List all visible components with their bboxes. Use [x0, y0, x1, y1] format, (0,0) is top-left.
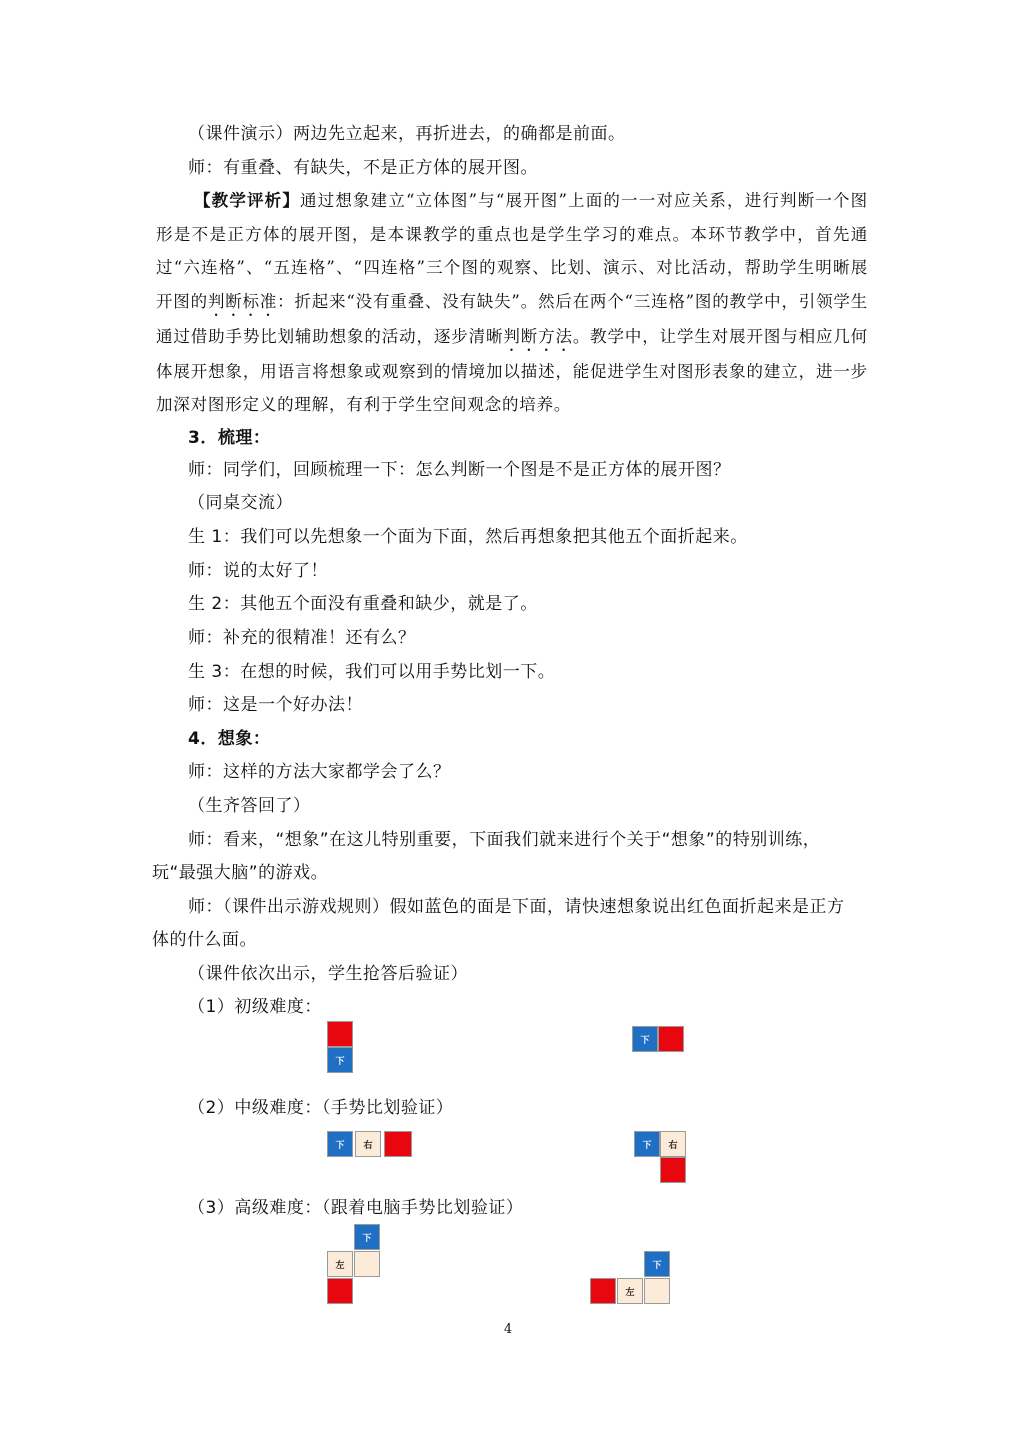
red-face: [327, 1278, 353, 1304]
red-face: [384, 1131, 412, 1157]
section-3-heading: 3．梳理：: [188, 428, 271, 448]
teacher-line: 师：说的太好了！: [188, 561, 328, 581]
teacher-line: 师：这样的方法大家都学会了么？: [188, 762, 451, 782]
level-3-label: （3）高级难度：（跟着电脑手势比划验证）: [188, 1198, 524, 1218]
level-2-label: （2）中级难度：（手势比划验证）: [188, 1098, 454, 1118]
note-line: （同桌交流）: [188, 493, 293, 513]
right-face: 右: [660, 1131, 686, 1157]
bottom-face: 下: [644, 1251, 670, 1277]
teacher-line-cont: 玩“最强大脑”的游戏。: [152, 863, 329, 883]
student-line: 生 1：我们可以先想象一个面为下面，然后再想象把其他五个面折起来。: [188, 527, 748, 547]
note-line: （生齐答回了）: [188, 796, 311, 816]
student-line: 生 3：在想的时候，我们可以用手势比划一下。: [188, 662, 556, 682]
teaching-evaluation: [156, 184, 868, 422]
teacher-line: 师：看来，“想象”在这儿特别重要，下面我们就来进行个关于“想象”的特别训练，: [188, 830, 821, 850]
teacher-line: 师：这是一个好办法！: [188, 695, 363, 715]
blank-face: [644, 1278, 670, 1304]
student-line: 生 2：其他五个面没有重叠和缺少，就是了。: [188, 594, 538, 614]
demo-line: （课件演示）两边先立起来，再折进去，的确都是前面。: [188, 124, 626, 144]
red-face: [590, 1278, 616, 1304]
note-line: （课件依次出示，学生抢答后验证）: [188, 964, 468, 984]
level-1-label: （1）初级难度：: [188, 997, 322, 1017]
teacher-line: 师：同学们，回顾梳理一下：怎么判断一个图是不是正方体的展开图？: [188, 460, 731, 480]
evaluation-tag: 【教学评析】: [194, 191, 300, 210]
evaluation-text-3: 。教学中，让学生对展开图与相应几何体展开想象，用语言将想象或观察到的情境加以描述，能促进学生对图形表象的建立，进一步加深对图形定义的理解，有利于学生空间观念的培养。: [156, 326, 868, 415]
bottom-face: 下: [327, 1131, 353, 1157]
teacher-line: 师：补充的很精准！还有么？: [188, 628, 416, 648]
section-4-heading: 4．想象：: [188, 729, 271, 749]
blank-face: [354, 1251, 380, 1277]
teacher-line: 师：有重叠、有缺失，不是正方体的展开图。: [188, 158, 538, 178]
evaluation-text-2: ：折起来“没有重叠、没有缺失”。然后在两个“三连格”图的教学中，引领学生通过借助手势比划辅助想象的活动，逐步清晰: [156, 291, 868, 346]
bottom-face: 下: [634, 1131, 660, 1157]
red-face: [660, 1157, 686, 1183]
evaluation-dotted-1: 判断标准: [207, 291, 278, 311]
page-number: 4: [503, 1322, 513, 1337]
bottom-face: 下: [327, 1047, 353, 1073]
teacher-line-cont: 体的什么面。: [152, 930, 257, 950]
red-face: [658, 1026, 684, 1052]
teacher-line: 师：（课件出示游戏规则）假如蓝色的面是下面，请快速想象说出红色面折起来是正方: [188, 897, 845, 917]
bottom-face: 下: [632, 1026, 658, 1052]
red-face: [327, 1021, 353, 1047]
left-face: 左: [617, 1278, 643, 1304]
evaluation-dotted-2: 判断方法: [503, 326, 573, 346]
left-face: 左: [327, 1251, 353, 1277]
evaluation-text-1: 通过想象建立“立体图”与“展开图”上面的一一对应关系，进行判断一个图形是不是正方体的展开图，是本课教学的重点也是学生学习的难点。本环节教学中，首先通过“六连格”、“五连格”、“四连格”三个图的观察、比划、演示、对比活动，帮助学生明晰展开图的: [156, 191, 868, 311]
right-face: 右: [355, 1131, 381, 1157]
bottom-face: 下: [354, 1224, 380, 1250]
